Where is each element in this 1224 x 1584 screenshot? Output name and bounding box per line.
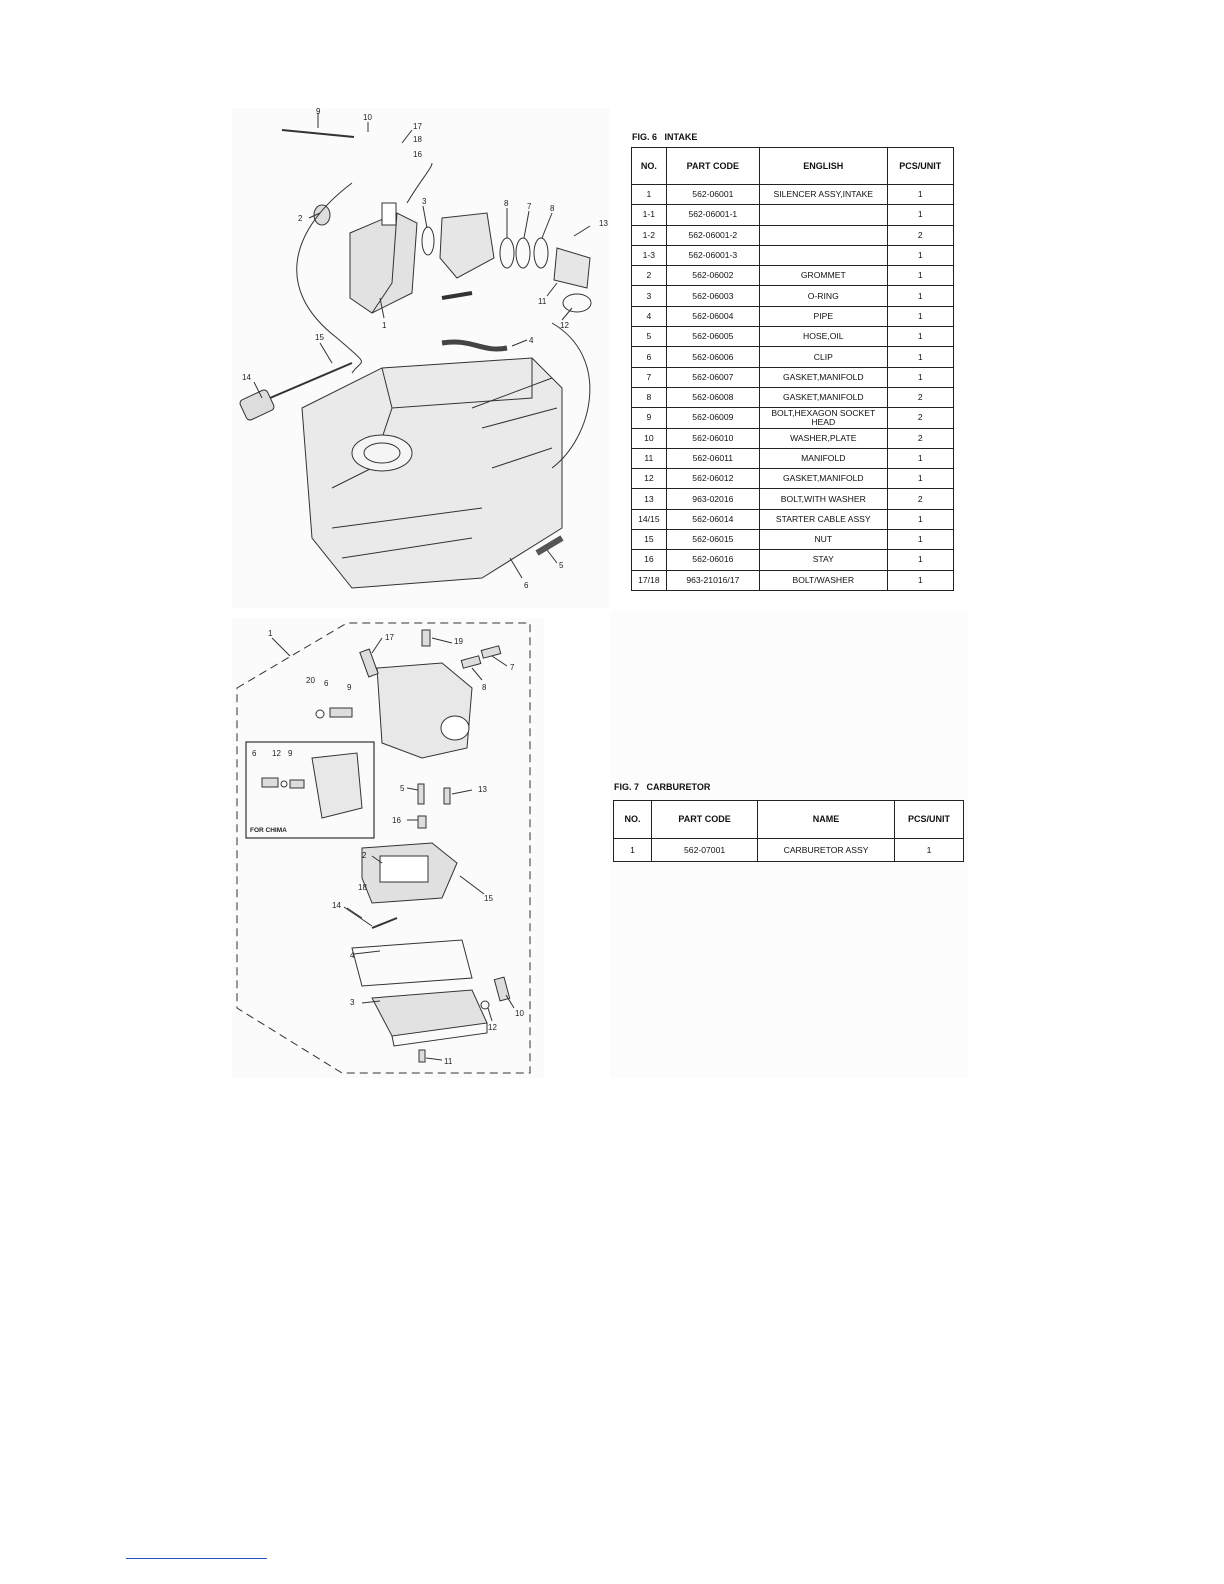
svg-text:1: 1 xyxy=(268,629,273,638)
svg-text:8: 8 xyxy=(482,683,487,692)
table-cell: NUT xyxy=(759,530,887,550)
table-cell: 16 xyxy=(632,550,667,570)
table-cell: GASKET,MANIFOLD xyxy=(759,469,887,489)
table-cell: 14/15 xyxy=(632,509,667,529)
table-cell: 1 xyxy=(887,205,953,225)
svg-text:1: 1 xyxy=(382,321,387,330)
table-row xyxy=(632,387,954,407)
table-row xyxy=(632,347,954,367)
svg-text:11: 11 xyxy=(538,297,547,306)
table-row xyxy=(632,266,954,286)
table-cell: 1 xyxy=(887,347,953,367)
table-cell xyxy=(759,225,887,245)
svg-text:13: 13 xyxy=(599,219,608,228)
table-row xyxy=(632,489,954,509)
svg-text:16: 16 xyxy=(413,150,422,159)
table-header-row xyxy=(632,148,954,185)
table-cell: 562-06016 xyxy=(666,550,759,570)
table-cell: GASKET,MANIFOLD xyxy=(759,367,887,387)
svg-text:18: 18 xyxy=(413,135,422,144)
table-row xyxy=(632,225,954,245)
table-cell: 7 xyxy=(632,367,667,387)
table-cell xyxy=(759,245,887,265)
table-cell: 2 xyxy=(887,428,953,448)
table-cell: 1-2 xyxy=(632,225,667,245)
table-cell: 2 xyxy=(887,225,953,245)
table-cell: 1 xyxy=(887,185,953,205)
table-row xyxy=(632,530,954,550)
table-cell: 562-06005 xyxy=(666,327,759,347)
table-cell: 1 xyxy=(887,530,953,550)
column-header-no: NO. xyxy=(632,148,667,185)
svg-text:8: 8 xyxy=(504,199,509,208)
table-cell: 15 xyxy=(632,530,667,550)
svg-text:20: 20 xyxy=(306,676,315,685)
table-cell: 562-06014 xyxy=(666,509,759,529)
table-row xyxy=(632,570,954,590)
svg-text:7: 7 xyxy=(527,202,532,211)
svg-text:9: 9 xyxy=(347,683,352,692)
svg-text:9: 9 xyxy=(316,108,321,116)
table-cell: 1 xyxy=(887,469,953,489)
table-cell: GASKET,MANIFOLD xyxy=(759,387,887,407)
table-cell: 12 xyxy=(632,469,667,489)
svg-text:6: 6 xyxy=(324,679,329,688)
table-cell: 562-06011 xyxy=(666,448,759,468)
table-cell: 1-1 xyxy=(632,205,667,225)
table-row xyxy=(632,286,954,306)
table-cell: 10 xyxy=(632,428,667,448)
table-cell: 13 xyxy=(632,489,667,509)
table-row xyxy=(632,367,954,387)
table-cell: 1 xyxy=(887,448,953,468)
table-cell: 562-06008 xyxy=(666,387,759,407)
table-cell: O-RING xyxy=(759,286,887,306)
table-cell: 2 xyxy=(887,387,953,407)
table-row xyxy=(632,306,954,326)
table-row xyxy=(632,469,954,489)
table-cell: STARTER CABLE ASSY xyxy=(759,509,887,529)
table-cell: MANIFOLD xyxy=(759,448,887,468)
column-header-pcs-unit: PCS/UNIT xyxy=(895,801,964,839)
svg-text:10: 10 xyxy=(515,1009,524,1018)
table-cell: 3 xyxy=(632,286,667,306)
svg-text:7: 7 xyxy=(510,663,515,672)
table-cell: 562-06009 xyxy=(666,408,759,428)
column-header-pcs-unit: PCS/UNIT xyxy=(887,148,953,185)
table-cell: 562-06010 xyxy=(666,428,759,448)
table-cell: 17/18 xyxy=(632,570,667,590)
svg-text:12: 12 xyxy=(560,321,569,330)
table-cell: 1-3 xyxy=(632,245,667,265)
table-cell: 562-06015 xyxy=(666,530,759,550)
table-cell: 1 xyxy=(887,327,953,347)
svg-text:8: 8 xyxy=(550,204,555,213)
svg-text:5: 5 xyxy=(400,784,405,793)
table-cell: 1 xyxy=(887,570,953,590)
table-cell: 1 xyxy=(887,306,953,326)
table-cell: 8 xyxy=(632,387,667,407)
svg-text:4: 4 xyxy=(350,951,355,960)
svg-text:FOR CHIMA: FOR CHIMA xyxy=(250,827,287,834)
table-cell: 562-06004 xyxy=(666,306,759,326)
table-row xyxy=(632,245,954,265)
column-header-part-code: PART CODE xyxy=(666,148,759,185)
table-cell: 562-06003 xyxy=(666,286,759,306)
table-cell: 5 xyxy=(632,327,667,347)
svg-text:9: 9 xyxy=(288,749,293,758)
table-cell: 1 xyxy=(614,839,652,862)
fig6-parts-table xyxy=(631,147,954,591)
table-cell: CLIP xyxy=(759,347,887,367)
table-cell: 562-06001 xyxy=(666,185,759,205)
table-cell: CARBURETOR ASSY xyxy=(758,839,895,862)
svg-text:17: 17 xyxy=(413,122,422,131)
svg-text:15: 15 xyxy=(484,894,493,903)
column-header-name: NAME xyxy=(758,801,895,839)
svg-text:2: 2 xyxy=(298,214,303,223)
svg-text:10: 10 xyxy=(363,113,372,122)
footer-link-underline[interactable] xyxy=(126,1558,267,1559)
table-cell: 1 xyxy=(887,367,953,387)
table-row xyxy=(632,428,954,448)
table-cell: BOLT,HEXAGON SOCKET HEAD xyxy=(759,408,887,428)
column-header-english: ENGLISH xyxy=(759,148,887,185)
table-cell: 562-06012 xyxy=(666,469,759,489)
svg-text:19: 19 xyxy=(454,637,463,646)
table-cell: 9 xyxy=(632,408,667,428)
fig6-caption: FIG. 6 INTAKE xyxy=(632,132,698,142)
table-cell: 2 xyxy=(887,408,953,428)
table-cell: 1 xyxy=(887,245,953,265)
column-header-no: NO. xyxy=(614,801,652,839)
table-row xyxy=(632,185,954,205)
table-header-row xyxy=(614,801,964,839)
svg-text:2: 2 xyxy=(362,851,367,860)
svg-text:11: 11 xyxy=(444,1057,453,1066)
table-cell: 2 xyxy=(887,489,953,509)
table-cell: 963-21016/17 xyxy=(666,570,759,590)
carburetor-exploded-diagram xyxy=(232,618,544,1078)
table-cell: 1 xyxy=(887,286,953,306)
svg-text:15: 15 xyxy=(315,333,324,342)
svg-text:12: 12 xyxy=(272,749,281,758)
table-cell: WASHER,PLATE xyxy=(759,428,887,448)
table-row xyxy=(632,408,954,428)
column-header-part-code: PART CODE xyxy=(652,801,758,839)
table-row xyxy=(632,509,954,529)
table-cell: BOLT/WASHER xyxy=(759,570,887,590)
table-cell: 562-06001-1 xyxy=(666,205,759,225)
table-cell: 562-06001-2 xyxy=(666,225,759,245)
table-cell: HOSE,OIL xyxy=(759,327,887,347)
table-cell: 1 xyxy=(887,509,953,529)
svg-text:12: 12 xyxy=(488,1023,497,1032)
table-row xyxy=(632,327,954,347)
svg-text:6: 6 xyxy=(252,749,257,758)
table-cell xyxy=(759,205,887,225)
table-cell: 562-06007 xyxy=(666,367,759,387)
table-cell: 1 xyxy=(887,550,953,570)
svg-text:18: 18 xyxy=(358,883,367,892)
table-cell: 1 xyxy=(632,185,667,205)
svg-text:14: 14 xyxy=(242,373,251,382)
table-cell: 1 xyxy=(895,839,964,862)
intake-exploded-diagram xyxy=(232,108,610,608)
table-row xyxy=(632,448,954,468)
table-cell: 1 xyxy=(887,266,953,286)
table-cell: 6 xyxy=(632,347,667,367)
table-cell: 562-06002 xyxy=(666,266,759,286)
fig7-caption: FIG. 7 CARBURETOR xyxy=(614,782,711,792)
table-row xyxy=(614,839,964,862)
table-cell: 562-07001 xyxy=(652,839,758,862)
table-row xyxy=(632,550,954,570)
table-cell: 11 xyxy=(632,448,667,468)
table-cell: STAY xyxy=(759,550,887,570)
table-cell: GROMMET xyxy=(759,266,887,286)
table-cell: 963-02016 xyxy=(666,489,759,509)
table-cell: 2 xyxy=(632,266,667,286)
table-cell: PIPE xyxy=(759,306,887,326)
svg-text:5: 5 xyxy=(559,561,564,570)
table-row xyxy=(632,205,954,225)
svg-text:13: 13 xyxy=(478,785,487,794)
svg-text:3: 3 xyxy=(350,998,355,1007)
table-cell: 562-06006 xyxy=(666,347,759,367)
svg-text:16: 16 xyxy=(392,816,401,825)
svg-text:3: 3 xyxy=(422,197,427,206)
table-cell: 562-06001-3 xyxy=(666,245,759,265)
svg-text:14: 14 xyxy=(332,901,341,910)
table-cell: BOLT,WITH WASHER xyxy=(759,489,887,509)
svg-text:4: 4 xyxy=(529,336,534,345)
svg-text:17: 17 xyxy=(385,633,394,642)
table-cell: 4 xyxy=(632,306,667,326)
table-cell: SILENCER ASSY,INTAKE xyxy=(759,185,887,205)
fig7-parts-table xyxy=(613,800,964,862)
svg-text:6: 6 xyxy=(524,581,529,590)
